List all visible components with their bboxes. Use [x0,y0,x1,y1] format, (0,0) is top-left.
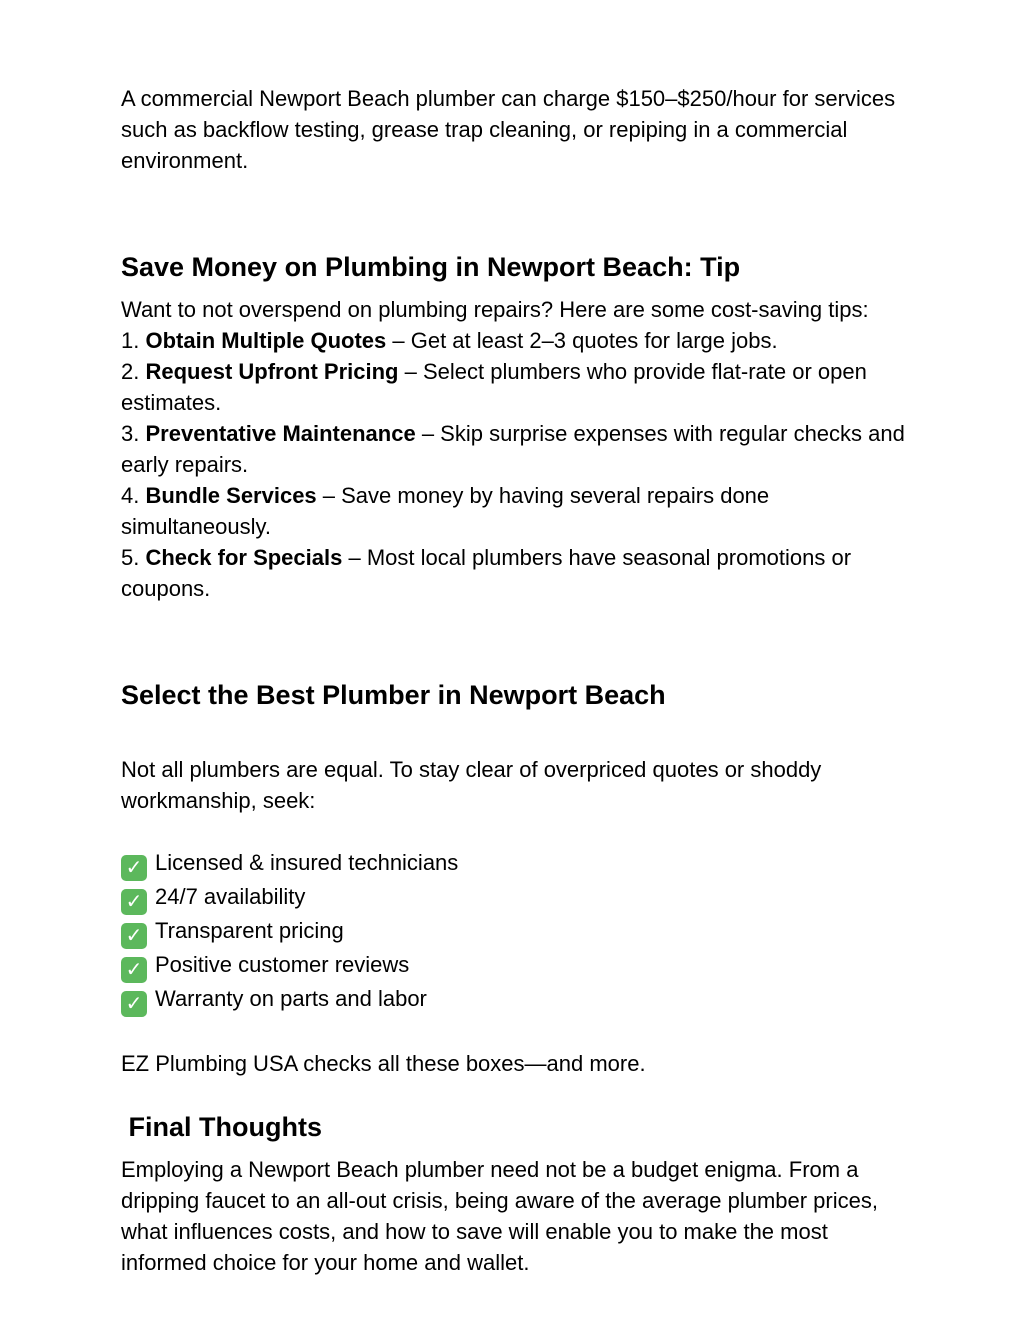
select-plumber-heading: Select the Best Plumber in Newport Beach [121,680,666,710]
checklist [121,847,911,1017]
list-item: ✓ Positive customer reviews [121,949,911,983]
list-item: ✓ Licensed & insured technicians [121,847,911,881]
tip-title: Check for Specials [145,545,343,570]
check-mark-icon: ✓ [121,957,147,983]
list-item: ✓ 24/7 availability [121,881,911,915]
check-mark-icon: ✓ [121,991,147,1017]
tips-list [121,325,911,604]
list-item: 3. Preventative Maintenance – Skip surprise expenses with regular checks and early repairs. [121,421,905,477]
final-thoughts-paragraph: Employing a Newport Beach plumber need not be a budget enigma. From a dripping faucet to an all-out crisis, being aware of the average plumber prices, what influences costs, and how to save will enable you to make the most informed choice for your home and wallet. [121,1157,878,1275]
check-mark-icon: ✓ [121,923,147,949]
save-money-heading: Save Money on Plumbing in Newport Beach: Tip [121,252,741,282]
tip-title: Preventative Maintenance [145,421,416,446]
document-page [121,83,911,1278]
select-plumber-intro: Not all plumbers are equal. To stay clear of overpriced quotes or shoddy workmanship, seek: [121,757,822,813]
list-item: 1. Obtain Multiple Quotes – Get at least 2–3 quotes for large jobs. [121,328,778,353]
list-item: 5. Check for Specials – Most local plumbers have seasonal promotions or coupons. [121,545,852,601]
check-mark-icon: ✓ [121,855,147,881]
tip-title: Obtain Multiple Quotes [145,328,387,353]
list-item: ✓ Warranty on parts and labor [121,983,911,1017]
list-item: 4. Bundle Services – Save money by having several repairs done simultaneously. [121,483,770,539]
list-item: 2. Request Upfront Pricing – Select plumbers who provide flat-rate or open estimates. [121,359,867,415]
tip-title: Request Upfront Pricing [145,359,399,384]
intro-paragraph: A commercial Newport Beach plumber can charge $150–$250/hour for services such as backflow testing, grease trap cleaning, or repiping in a commercial environment. [121,86,896,173]
tip-title: Bundle Services [145,483,317,508]
select-plumber-closing: EZ Plumbing USA checks all these boxes—and more. [121,1051,646,1076]
final-thoughts-heading: Final Thoughts [121,1112,322,1142]
check-mark-icon: ✓ [121,889,147,915]
list-item: ✓ Transparent pricing [121,915,911,949]
save-money-intro: Want to not overspend on plumbing repairs? Here are some cost-saving tips: [121,297,869,322]
